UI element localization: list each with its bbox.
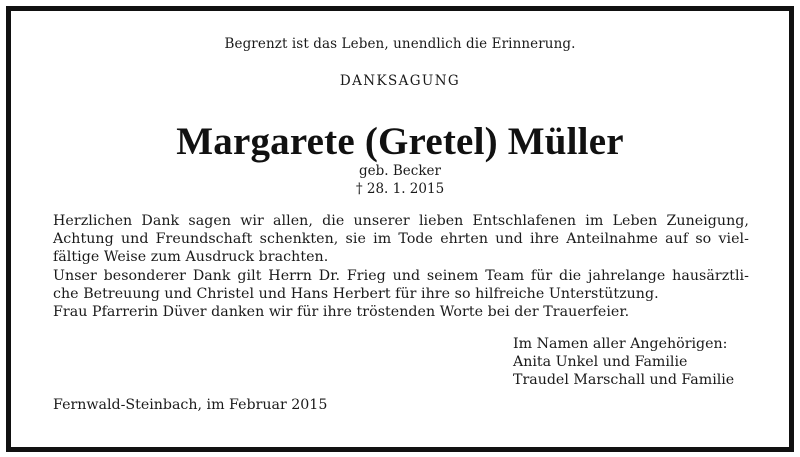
text-line: fältige Weise zum Ausdruck brachten. bbox=[53, 249, 329, 266]
text-line: Herzlichen Dank sagen wir allen, die unserer lieben Entschlafenen im Leben Zuneigung, bbox=[53, 213, 749, 229]
family-name: Anita Unkel und Familie bbox=[513, 354, 688, 371]
motto-line: Begrenzt ist das Leben, unendlich die Erinnerung. bbox=[224, 36, 576, 52]
notice-heading: DANKSAGUNG bbox=[339, 73, 461, 89]
death-date: † 28. 1. 2015 bbox=[355, 181, 445, 197]
thanks-paragraph bbox=[53, 303, 749, 321]
birth-name: geb. Becker bbox=[359, 163, 441, 179]
thanks-paragraph bbox=[53, 212, 749, 267]
text-line: Achtung und Freundschaft schenkten, sie im Tode ehrten und ihre Anteilnahme auf so viel- bbox=[53, 231, 749, 248]
thanks-text bbox=[53, 212, 749, 321]
text-line: Unser besonderer Dank gilt Herrn Dr. Frieg und seinem Team für die jahrelange hausärztli- bbox=[53, 267, 749, 284]
place-and-date: Fernwald-Steinbach, im Februar 2015 bbox=[53, 397, 328, 413]
signoff-intro: Im Namen aller Angehörigen: bbox=[513, 336, 728, 352]
text-line: Frau Pfarrerin Düver danken wir für ihre tröstenden Worte bei der Trauerfeier. bbox=[53, 304, 630, 321]
family-name: Traudel Marschall und Familie bbox=[513, 372, 735, 389]
deceased-name: Margarete (Gretel) Müller bbox=[176, 120, 624, 163]
thanks-paragraph bbox=[53, 267, 749, 303]
text-line: che Betreuung und Christel und Hans Herbert für ihre so hilfreiche Unterstützung. bbox=[53, 285, 659, 302]
family-signoff bbox=[513, 335, 734, 390]
